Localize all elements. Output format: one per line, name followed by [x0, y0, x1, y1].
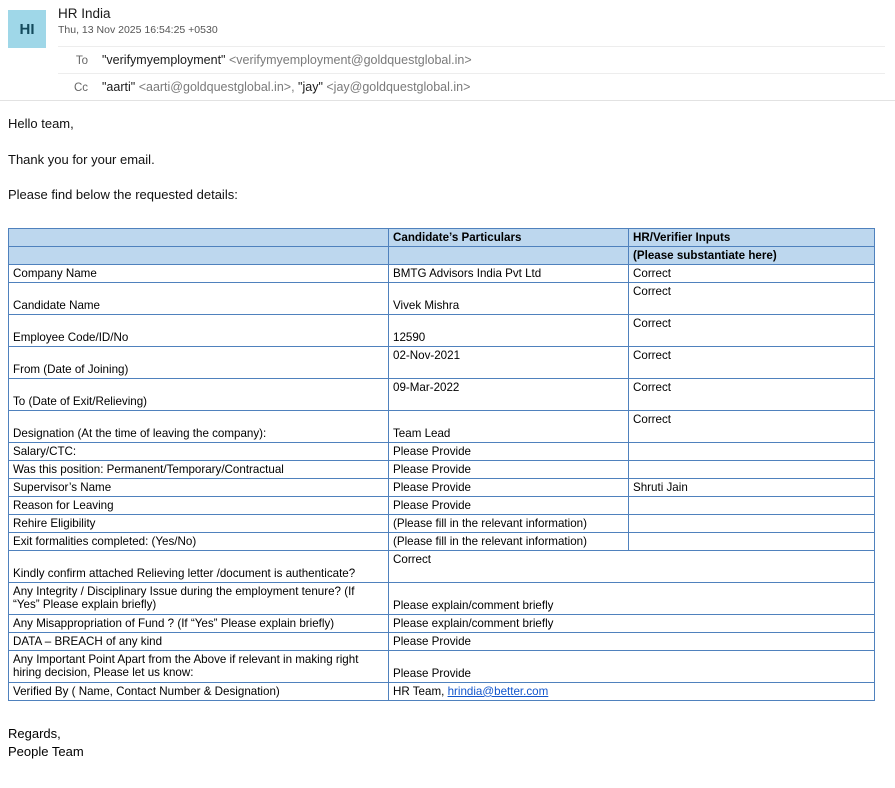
table-row: [9, 410, 875, 442]
row-verifier: Shruti Jain: [629, 478, 875, 496]
header-candidate-particulars: Candidate’s Particulars: [389, 228, 629, 246]
cc-recipient-address-2[interactable]: <jay@goldquestglobal.in>: [326, 80, 471, 94]
email-header: [0, 0, 895, 101]
row-label: Any Integrity / Disciplinary Issue during the employment tenure? (If “Yes” Please explain briefly): [9, 582, 389, 614]
row-particulars: Please Provide: [389, 442, 629, 460]
to-recipient-name: "verifymyemployment": [102, 53, 226, 67]
row-verifier: [629, 496, 875, 514]
cc-recipient-name-2: "jay": [298, 80, 323, 94]
row-merged-value: [389, 682, 875, 700]
sent-date: Thu, 13 Nov 2025 16:54:25 +0530: [58, 24, 218, 36]
row-merged-value: Please explain/comment briefly: [389, 582, 875, 614]
cc-value: [102, 80, 470, 94]
row-label: Salary/CTC:: [9, 442, 389, 460]
table-row-integrity: [9, 582, 875, 614]
to-label: To: [75, 55, 88, 67]
row-merged-value: Please explain/comment briefly: [389, 614, 875, 632]
row-particulars: Please Provide: [389, 460, 629, 478]
row-particulars: 02-Nov-2021: [389, 346, 629, 378]
row-merged-value: Please Provide: [389, 632, 875, 650]
subheader-blank-1: [9, 246, 389, 264]
to-value: [102, 53, 472, 67]
subheader-blank-2: [389, 246, 629, 264]
row-verifier: Correct: [629, 378, 875, 410]
table-row: [9, 442, 875, 460]
row-verifier: Correct: [629, 282, 875, 314]
row-label: Reason for Leaving: [9, 496, 389, 514]
table-header-row: [9, 228, 875, 246]
to-row: [58, 46, 885, 73]
row-particulars: Please Provide: [389, 496, 629, 514]
avatar: HI: [8, 10, 46, 48]
regards-text: Regards,: [8, 725, 61, 741]
table-row-important-point: [9, 650, 875, 682]
thanks-text: Thank you for your email.: [8, 151, 155, 167]
table-row: [9, 478, 875, 496]
table-row: [9, 314, 875, 346]
row-verifier: [629, 442, 875, 460]
row-label: To (Date of Exit/Relieving): [9, 378, 389, 410]
row-verifier: Correct: [629, 346, 875, 378]
row-verifier: [629, 460, 875, 478]
row-merged-value: Please Provide: [389, 650, 875, 682]
greeting-text: Hello team,: [8, 116, 74, 131]
email-body: [0, 101, 895, 204]
row-label: Any Misappropriation of Fund ? (If “Yes” Please explain briefly): [9, 614, 389, 632]
row-label: Verified By ( Name, Contact Number & Designation): [9, 682, 389, 700]
header-blank: [9, 228, 389, 246]
table-row: [9, 532, 875, 550]
row-label: Rehire Eligibility: [9, 514, 389, 532]
row-label: From (Date of Joining): [9, 346, 389, 378]
row-particulars: Please Provide: [389, 478, 629, 496]
header-hr-verifier-inputs: HR/Verifier Inputs: [629, 228, 875, 246]
row-label: Exit formalities completed: (Yes/No): [9, 532, 389, 550]
team-name: People Team: [8, 744, 84, 760]
row-particulars: Team Lead: [389, 410, 629, 442]
table-row-misappropriation: [9, 614, 875, 632]
to-recipient-address[interactable]: <verifymyemployment@goldquestglobal.in>: [228, 53, 472, 67]
row-verifier: Correct: [629, 264, 875, 282]
cc-recipient-address-1[interactable]: <aarti@goldquestglobal.in>,: [138, 80, 295, 94]
intro-text: Please find below the requested details:: [8, 187, 238, 203]
row-particulars: (Please fill in the relevant information): [389, 514, 629, 532]
row-merged-value: Correct: [389, 550, 875, 582]
row-particulars: 09-Mar-2022: [389, 378, 629, 410]
row-verifier: Correct: [629, 410, 875, 442]
row-particulars: 12590: [389, 314, 629, 346]
table-row: [9, 378, 875, 410]
table-subheader-row: [9, 246, 875, 264]
cc-row: [58, 73, 885, 100]
verification-table: [8, 228, 875, 701]
row-label: Company Name: [9, 264, 389, 282]
table-row: [9, 460, 875, 478]
verification-table-wrap: [0, 222, 895, 701]
table-row-data-breach: [9, 632, 875, 650]
row-label: Kindly confirm attached Relieving letter /document is authenticate?: [9, 550, 389, 582]
row-label: Any Important Point Apart from the Above if relevant in making right hiring decision, Please let us know:: [9, 650, 389, 682]
verified-prefix: HR Team,: [393, 684, 448, 698]
row-label: Employee Code/ID/No: [9, 314, 389, 346]
row-particulars: BMTG Advisors India Pvt Ltd: [389, 264, 629, 282]
row-verifier: Correct: [629, 314, 875, 346]
table-row: [9, 346, 875, 378]
row-label: DATA – BREACH of any kind: [9, 632, 389, 650]
row-particulars: Vivek Mishra: [389, 282, 629, 314]
row-label: Supervisor’s Name: [9, 478, 389, 496]
verified-email-link[interactable]: hrindia@better.com: [447, 684, 549, 698]
subheader-substantiate: (Please substantiate here): [629, 246, 875, 264]
cc-recipient-name-1: "aarti": [102, 80, 136, 94]
table-row: [9, 496, 875, 514]
signature-block: [0, 701, 895, 763]
row-label: Designation (At the time of leaving the company):: [9, 410, 389, 442]
row-verifier: [629, 532, 875, 550]
table-row: [9, 282, 875, 314]
table-row: [9, 264, 875, 282]
cc-label: Cc: [73, 82, 88, 94]
table-row: [9, 514, 875, 532]
row-label: Candidate Name: [9, 282, 389, 314]
row-label: Was this position: Permanent/Temporary/Contractual: [9, 460, 389, 478]
sender-name: HR India: [58, 6, 111, 21]
table-row-relieving-letter: [9, 550, 875, 582]
row-verifier: [629, 514, 875, 532]
table-row-verified-by: [9, 682, 875, 700]
row-particulars: (Please fill in the relevant information): [389, 532, 629, 550]
